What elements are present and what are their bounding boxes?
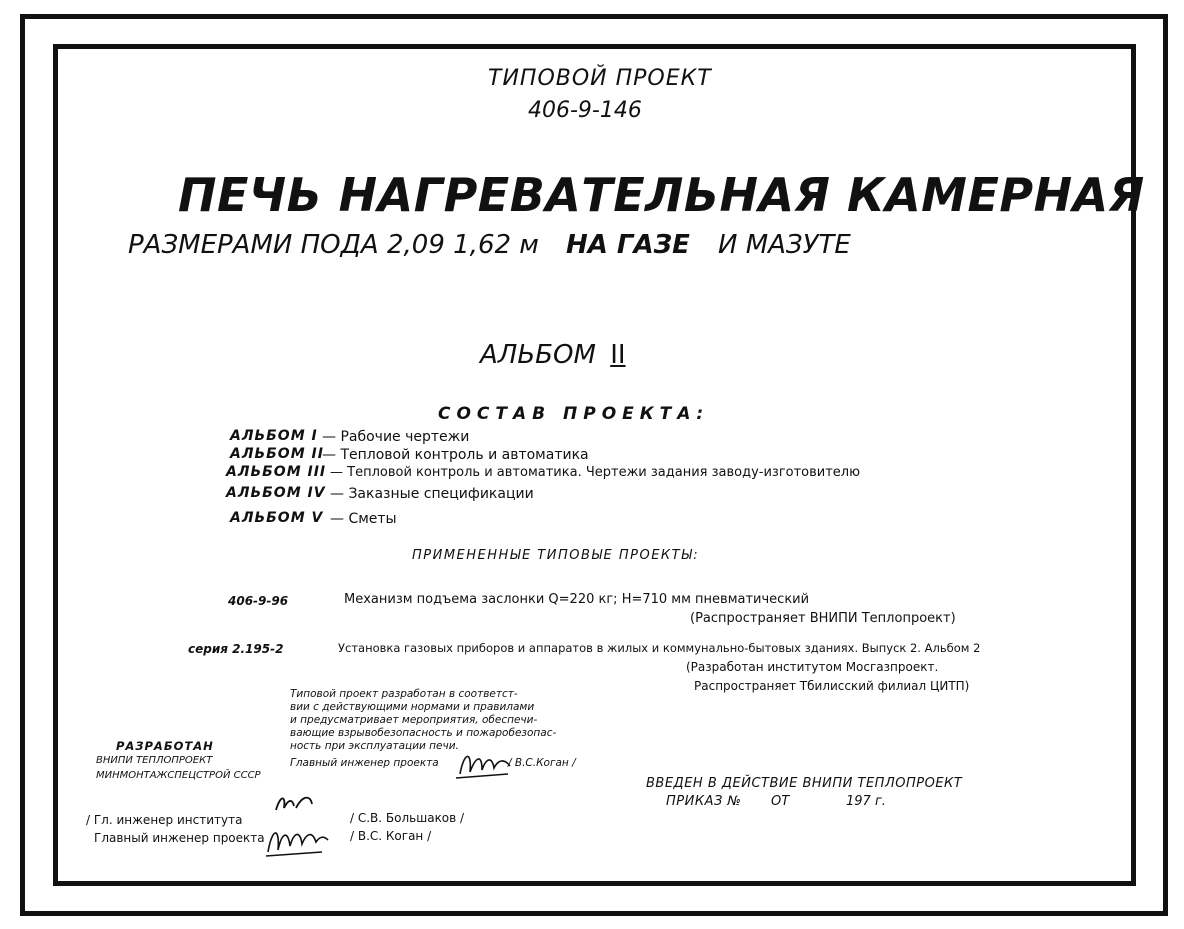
enactment-year: 197 г. — [846, 794, 886, 809]
signature-name-2: / В.С. Коган / — [350, 829, 432, 843]
signature-project-engineer — [262, 818, 332, 858]
enactment-from: ОТ — [771, 794, 790, 809]
applied-note-2b: Распространяет Тбилисский филиал ЦИТП) — [694, 679, 970, 693]
compliance-line-5: ность при эксплуатации печи. — [290, 740, 459, 752]
title-fuel-gas: НА ГАЗЕ — [566, 230, 690, 260]
signature-compliance — [452, 744, 514, 782]
album-word: АЛЬБОМ — [480, 340, 596, 370]
title-dimensions: РАЗМЕРАМИ ПОДА 2,09 1,62 м — [128, 230, 539, 260]
applied-code-2: серия 2.195-2 — [188, 642, 284, 656]
signature-role-1: / Гл. инженер института — [86, 813, 243, 827]
signature-name-1: / С.В. Большаков / — [350, 811, 465, 825]
compliance-line-1: Типовой проект разработан в соответст- — [290, 688, 518, 700]
header-label: ТИПОВОЙ ПРОЕКТ — [488, 66, 712, 91]
composition-album-5: АЛЬБОМ V — [230, 510, 324, 526]
compliance-chief-name: / В.С.Коган / — [508, 757, 576, 769]
applied-heading: ПРИМЕНЕННЫЕ ТИПОВЫЕ ПРОЕКТЫ: — [412, 548, 700, 563]
applied-text-1: Механизм подъема заслонки Q=220 кг; Н=710 мм пневматический — [344, 592, 810, 607]
developer-org: ВНИПИ ТЕПЛОПРОЕКТ — [96, 755, 213, 766]
enactment-line: ВВЕДЕН В ДЕЙСТВИЕ ВНИПИ ТЕПЛОПРОЕКТ — [646, 776, 963, 791]
applied-note-1a: (Распространяет ВНИПИ Теплопроект) — [690, 611, 956, 626]
album-label — [480, 340, 626, 370]
applied-code-1: 406-9-96 — [228, 594, 289, 608]
signature-role-2: Главный инженер проекта — [94, 831, 265, 845]
composition-album-3: АЛЬБОМ III — [226, 464, 327, 480]
compliance-line-2: вии с действующими нормами и правилами — [290, 701, 535, 713]
compliance-chief-label: Главный инженер проекта — [290, 757, 439, 769]
composition-album-2: АЛЬБОМ II — [230, 446, 324, 462]
enactment-order: ПРИКАЗ № — [666, 794, 742, 809]
applied-note-2a: (Разработан институтом Мосгазпроект. — [686, 660, 939, 674]
document-title: ПЕЧЬ НАГРЕВАТЕЛЬНАЯ КАМЕРНАЯ — [178, 168, 1145, 222]
composition-heading: СОСТАВ ПРОЕКТА: — [438, 404, 710, 424]
album-number: II — [610, 340, 626, 370]
applied-text-2: Установка газовых приборов и аппаратов в жилых и коммунально-бытовых зданиях. Выпуск 2. Альбом 2 — [338, 641, 981, 655]
composition-album-4: АЛЬБОМ IV — [226, 485, 326, 501]
compliance-line-3: и предусматривает мероприятия, обеспечи- — [290, 714, 538, 726]
project-number: 406-9-146 — [528, 98, 642, 123]
composition-text-2: — Тепловой контроль и автоматика — [322, 447, 589, 463]
composition-text-1: — Рабочие чертежи — [322, 429, 470, 445]
developer-label: РАЗРАБОТАН — [116, 739, 214, 753]
composition-album-1: АЛЬБОМ I — [230, 428, 318, 444]
composition-text-3: — Тепловой контроль и автоматика. Чертежи задания заводу-изготовителю — [330, 465, 861, 480]
title-fuel-oil: И МАЗУТЕ — [718, 230, 851, 260]
composition-text-4: — Заказные спецификации — [330, 486, 534, 502]
developer-ministry: МИНМОНТАЖСПЕЦСТРОЙ СССР — [96, 770, 261, 781]
compliance-line-4: вающие взрывобезопасность и пожаробезопас- — [290, 727, 557, 739]
composition-text-5: — Сметы — [330, 511, 397, 527]
signature-chief-engineer — [270, 790, 316, 818]
